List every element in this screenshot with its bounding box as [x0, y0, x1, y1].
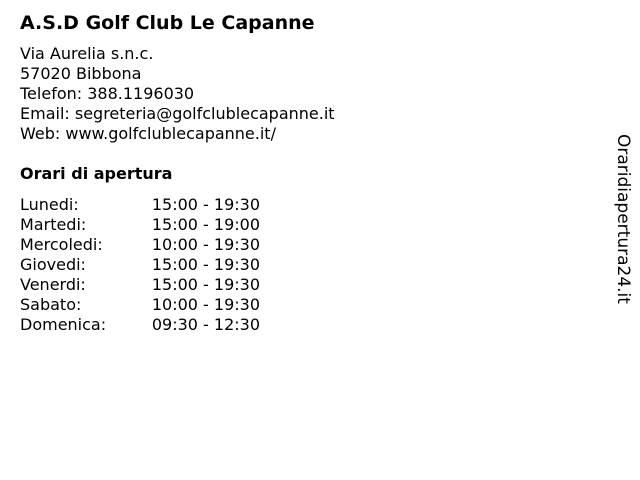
day-label: Mercoledi: — [20, 235, 103, 254]
time-range: 09:30 - 12:30 — [151, 315, 260, 334]
hours-row-thursday — [20, 255, 280, 275]
hours-row-tuesday — [20, 215, 280, 235]
time-range: 15:00 - 19:30 — [151, 255, 260, 274]
day-label: Domenica: — [20, 315, 107, 334]
phone-number: Telefon: 388.1196030 — [20, 84, 195, 103]
day-label: Giovedi: — [20, 255, 86, 274]
time-range: 10:00 - 19:30 — [151, 295, 260, 314]
time-range: 15:00 - 19:30 — [151, 275, 260, 294]
address-block — [20, 44, 335, 144]
email-address: Email: segreteria@golfclublecapanne.it — [20, 104, 335, 123]
website-address: Web: www.golfclublecapanne.it/ — [20, 124, 276, 143]
day-label: Martedi: — [20, 215, 87, 234]
opening-hours-heading: Orari di apertura — [20, 164, 173, 183]
day-label: Sabato: — [20, 295, 82, 314]
page-title: A.S.D Golf Club Le Capanne — [20, 12, 315, 34]
hours-row-friday — [20, 275, 280, 295]
hours-row-wednesday — [20, 235, 280, 255]
hours-row-monday — [20, 195, 280, 215]
day-label: Lunedi: — [20, 195, 79, 214]
day-label: Venerdi: — [20, 275, 86, 294]
time-range: 15:00 - 19:00 — [151, 215, 260, 234]
time-range: 15:00 - 19:30 — [151, 195, 260, 214]
street-address: Via Aurelia s.n.c. — [20, 44, 154, 63]
site-watermark: Oraridiapertura24.it — [613, 134, 633, 304]
hours-row-saturday — [20, 295, 280, 315]
hours-row-sunday — [20, 315, 280, 335]
time-range: 10:00 - 19:30 — [151, 235, 260, 254]
opening-hours-table — [20, 195, 280, 335]
city-postal: 57020 Bibbona — [20, 64, 142, 83]
